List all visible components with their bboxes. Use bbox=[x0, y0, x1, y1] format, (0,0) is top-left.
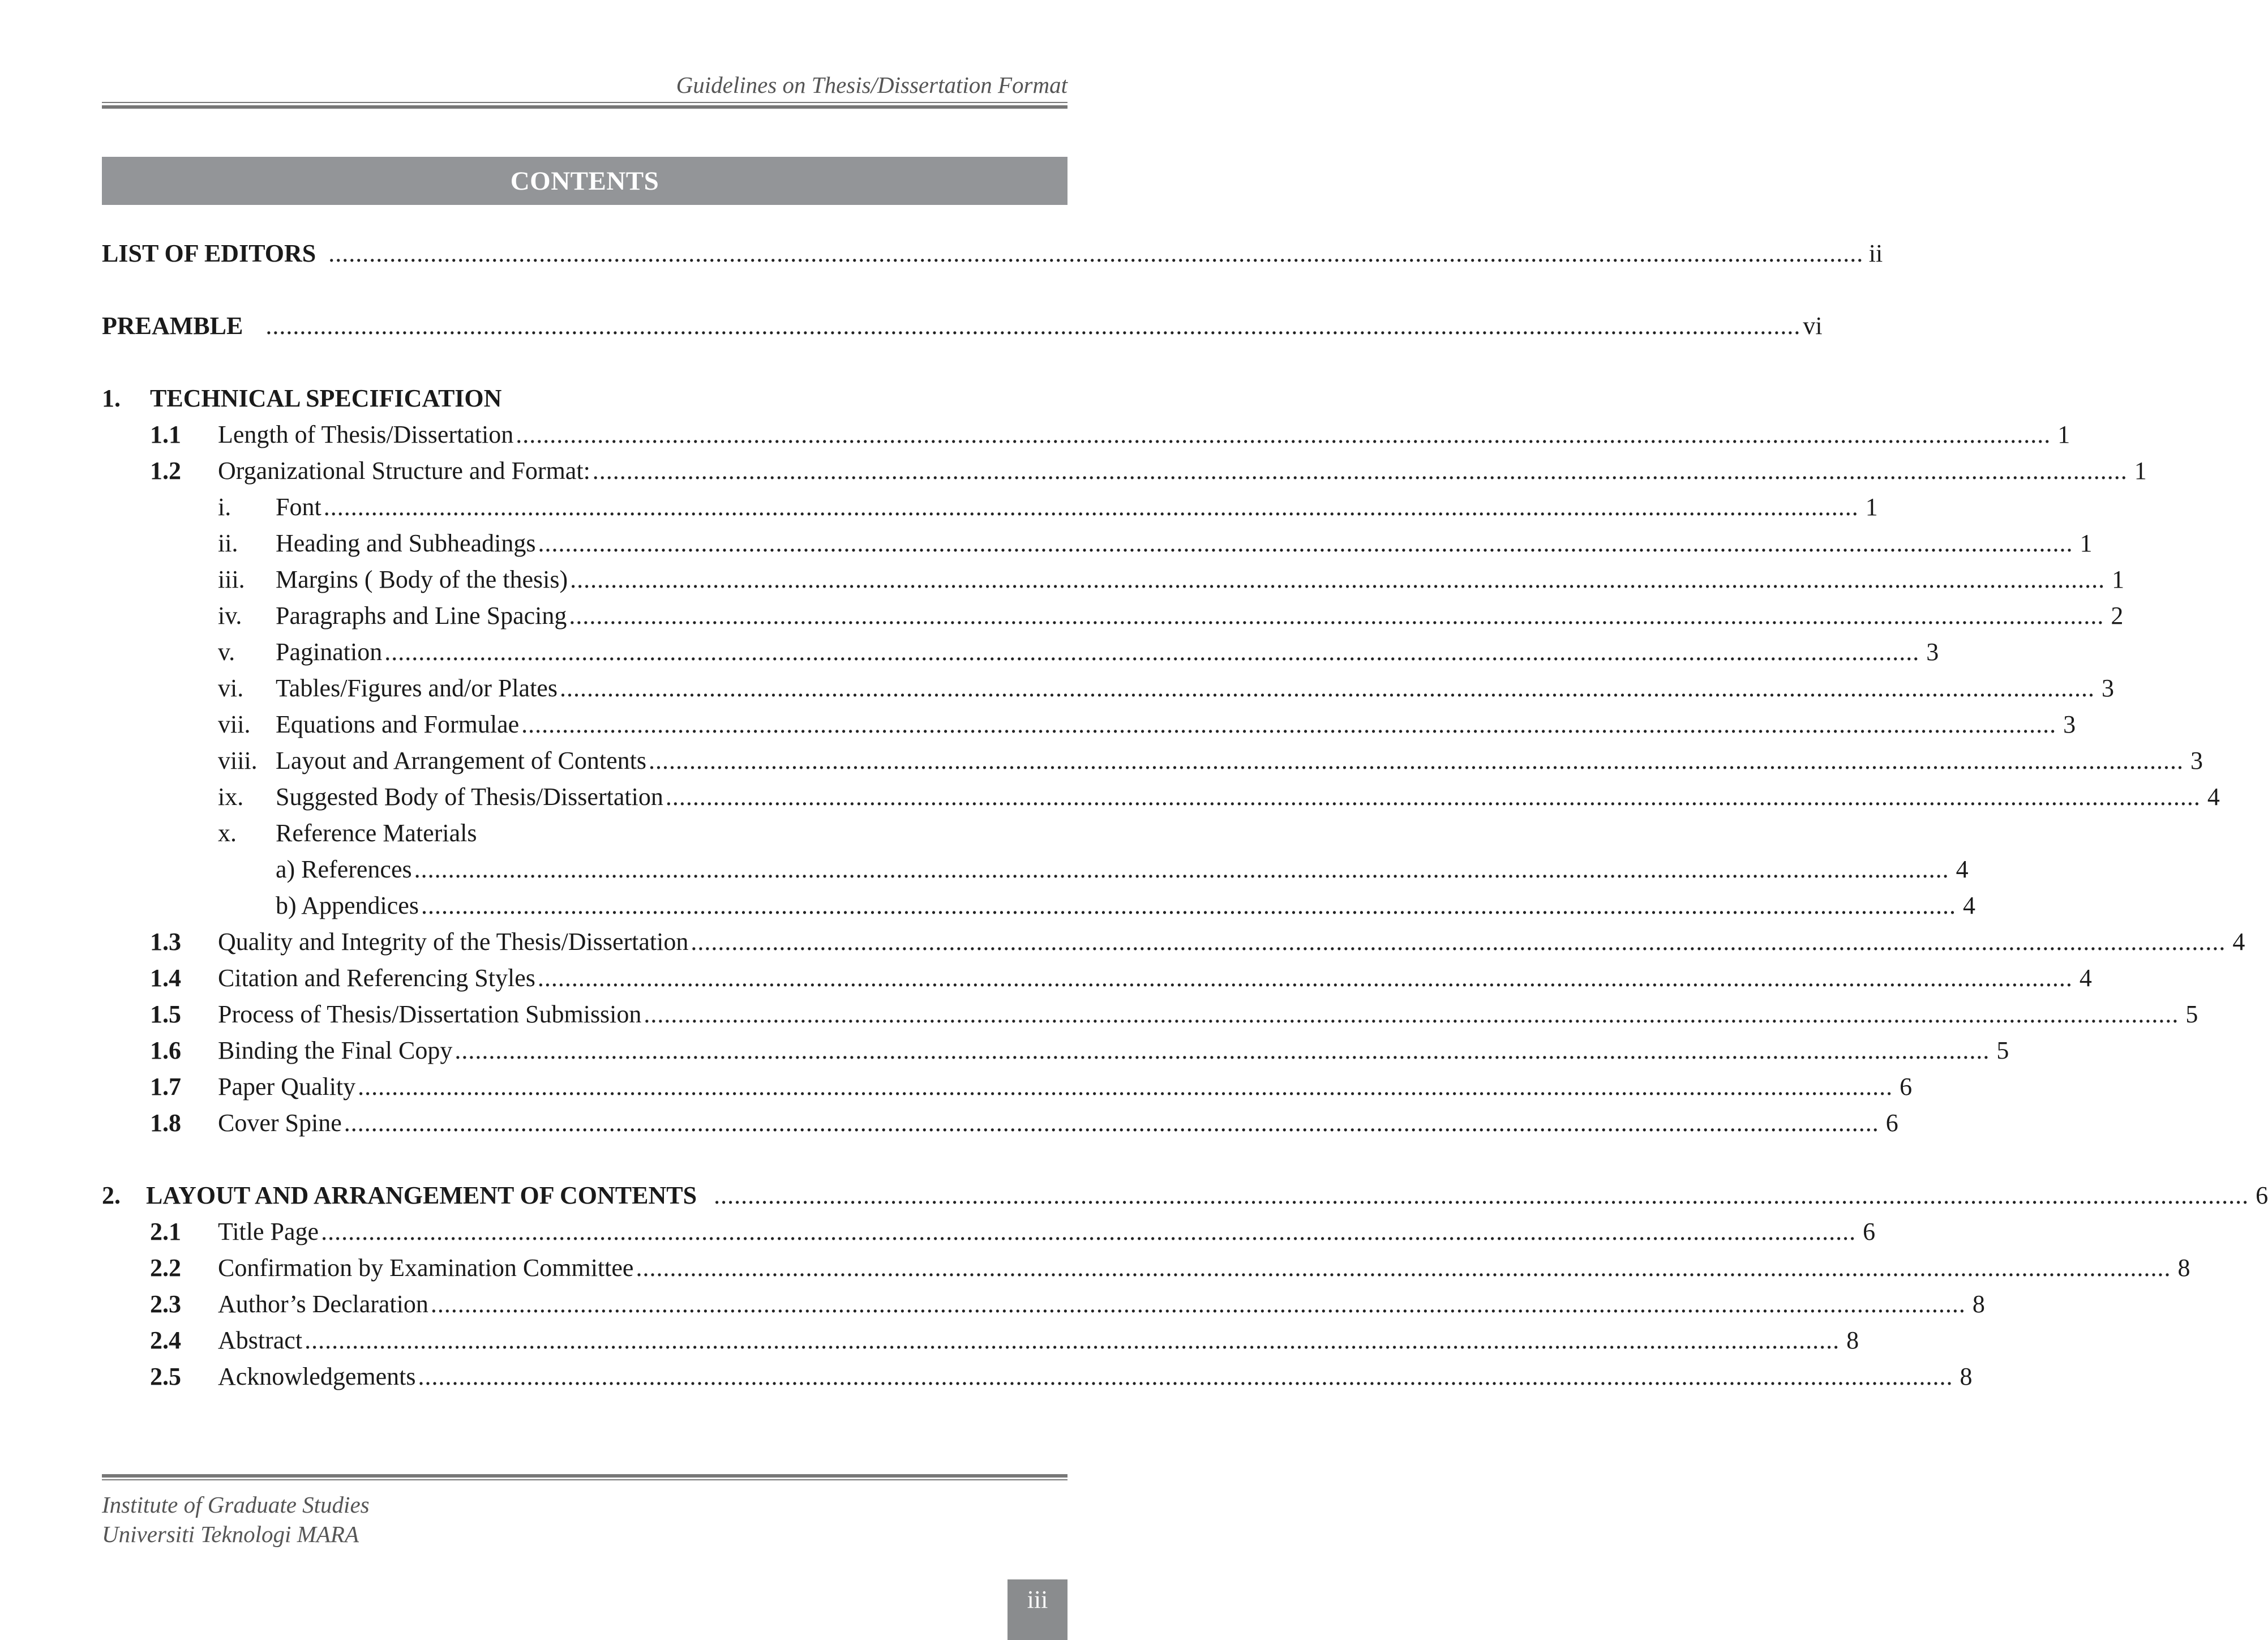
toc-page: vi bbox=[1803, 312, 1823, 340]
toc-leader: .................................................................................................................................................................................................................................. bbox=[636, 1254, 2171, 1282]
toc-number: 2.4 bbox=[150, 1326, 181, 1354]
footer-institution bbox=[102, 1490, 370, 1549]
toc-leader: .................................................................................................................................................................................................................................. bbox=[569, 602, 2104, 630]
toc-title: Pagination bbox=[276, 638, 383, 666]
toc-number: 1.1 bbox=[150, 421, 181, 448]
toc-entry[interactable] bbox=[102, 489, 1878, 525]
toc-entry[interactable] bbox=[102, 815, 1041, 851]
toc-number: x. bbox=[218, 819, 237, 847]
toc-title: Author’s Declaration bbox=[218, 1290, 428, 1318]
toc-title: Confirmation by Examination Committee bbox=[218, 1254, 634, 1282]
toc-leader: .................................................................................................................................................................................................................................. bbox=[358, 1073, 1893, 1101]
toc-number: 1.5 bbox=[150, 1000, 181, 1028]
toc-leader: .................................................................................................................................................................................................................................. bbox=[691, 928, 2226, 956]
toc-page: 6 bbox=[1885, 1109, 1898, 1137]
toc-entry-list-of-editors[interactable] bbox=[102, 235, 1883, 272]
toc-page: 6 bbox=[1863, 1218, 1876, 1245]
toc-section-1-heading[interactable] bbox=[102, 380, 1041, 417]
toc-page: 4 bbox=[1956, 855, 1969, 883]
toc-number: 2.1 bbox=[150, 1218, 181, 1245]
toc-number: 2.3 bbox=[150, 1290, 181, 1318]
toc-leader: .................................................................................................................................................................................................................................. bbox=[516, 421, 2051, 448]
toc-leader: .................................................................................................................................................................................................................................. bbox=[714, 1181, 2249, 1209]
toc-entry[interactable] bbox=[102, 670, 2114, 706]
toc-entry[interactable] bbox=[102, 888, 1975, 924]
toc-page: 5 bbox=[1996, 1037, 2009, 1064]
toc-title: Title Page bbox=[218, 1218, 319, 1245]
toc-page: 6 bbox=[2256, 1181, 2268, 1209]
toc-number: 2. bbox=[102, 1181, 121, 1209]
toc-number: 1.4 bbox=[150, 964, 181, 992]
toc-number: 1.2 bbox=[150, 457, 181, 485]
toc-page: 8 bbox=[1960, 1363, 1973, 1390]
footer-line-university: Universiti Teknologi MARA bbox=[102, 1521, 359, 1547]
toc-leader: .................................................................................................................................................................................................................................. bbox=[559, 674, 2095, 702]
footer-rule-thin bbox=[102, 1479, 1067, 1480]
toc-entry[interactable] bbox=[102, 851, 1969, 888]
toc-number: vii. bbox=[218, 710, 251, 738]
toc-entry[interactable] bbox=[102, 1214, 1876, 1250]
toc-leader: .................................................................................................................................................................................................................................. bbox=[521, 710, 2057, 738]
toc-number: 2.5 bbox=[150, 1363, 181, 1390]
toc-page: 8 bbox=[1972, 1290, 1985, 1318]
toc-page: 5 bbox=[2185, 1000, 2198, 1028]
toc-page: 3 bbox=[2063, 710, 2076, 738]
toc-number: 1.6 bbox=[150, 1037, 181, 1064]
toc-leader: .................................................................................................................................................................................................................................. bbox=[321, 1218, 1857, 1245]
toc-leader: .................................................................................................................................................................................................................................. bbox=[455, 1037, 1990, 1064]
toc-number: 1.7 bbox=[150, 1073, 181, 1101]
table-of-contents bbox=[102, 235, 2268, 1395]
toc-page: 4 bbox=[2207, 783, 2220, 811]
toc-title: Abstract bbox=[218, 1326, 303, 1354]
toc-number: ii. bbox=[218, 529, 238, 557]
toc-page: 1 bbox=[2134, 457, 2147, 485]
toc-number: v. bbox=[218, 638, 235, 666]
toc-page: 1 bbox=[2112, 566, 2125, 593]
toc-leader: .................................................................................................................................................................................................................................. bbox=[537, 964, 2073, 992]
toc-entry[interactable] bbox=[102, 960, 2092, 996]
toc-page: 3 bbox=[2101, 674, 2114, 702]
toc-leader: .................................................................................................................................................................................................................................. bbox=[265, 312, 1801, 340]
toc-leader: .................................................................................................................................................................................................................................. bbox=[538, 529, 2073, 557]
toc-title: Margins ( Body of the thesis) bbox=[276, 566, 568, 593]
toc-title: Equations and Formulae bbox=[276, 710, 520, 738]
toc-title: LIST OF EDITORS bbox=[102, 239, 316, 267]
toc-title: b) Appendices bbox=[276, 892, 419, 919]
page-number-tab: iii bbox=[1007, 1579, 1067, 1640]
header-rule-thin bbox=[102, 102, 1067, 103]
toc-page: 1 bbox=[1865, 493, 1878, 521]
toc-number: iv. bbox=[218, 602, 242, 630]
toc-page: 4 bbox=[2232, 928, 2245, 956]
toc-title: Cover Spine bbox=[218, 1109, 342, 1137]
footer-line-institute: Institute of Graduate Studies bbox=[102, 1492, 370, 1518]
toc-title: LAYOUT AND ARRANGEMENT OF CONTENTS bbox=[146, 1181, 697, 1209]
toc-leader: .................................................................................................................................................................................................................................. bbox=[644, 1000, 2179, 1028]
toc-entry[interactable] bbox=[102, 743, 2203, 779]
contents-heading: CONTENTS bbox=[102, 157, 1067, 205]
toc-title: Layout and Arrangement of Contents bbox=[276, 747, 646, 774]
toc-title: Tables/Figures and/or Plates bbox=[276, 674, 558, 702]
toc-title: Length of Thesis/Dissertation bbox=[218, 421, 514, 448]
toc-number: i. bbox=[218, 493, 231, 521]
toc-number: viii. bbox=[218, 747, 258, 774]
toc-entry[interactable] bbox=[102, 1286, 1985, 1322]
toc-title: Font bbox=[276, 493, 321, 521]
toc-section-2-heading[interactable] bbox=[102, 1177, 2268, 1214]
toc-title: Paper Quality bbox=[218, 1073, 356, 1101]
toc-title: Organizational Structure and Format: bbox=[218, 457, 590, 485]
toc-entry[interactable] bbox=[102, 779, 2220, 815]
toc-number: 2.2 bbox=[150, 1254, 181, 1282]
toc-entry[interactable] bbox=[102, 706, 2076, 743]
toc-leader: .................................................................................................................................................................................................................................. bbox=[430, 1290, 1966, 1318]
toc-entry[interactable] bbox=[102, 996, 2198, 1033]
toc-title: PREAMBLE bbox=[102, 312, 243, 340]
toc-page: 2 bbox=[2111, 602, 2124, 630]
toc-leader: .................................................................................................................................................................................................................................. bbox=[344, 1109, 1879, 1137]
toc-title: Heading and Subheadings bbox=[276, 529, 536, 557]
toc-leader: .................................................................................................................................................................................................................................. bbox=[414, 855, 1949, 883]
toc-number: 1. bbox=[102, 384, 121, 412]
toc-number: ix. bbox=[218, 783, 244, 811]
toc-page: 3 bbox=[1926, 638, 1939, 666]
toc-entry[interactable] bbox=[102, 562, 2125, 598]
toc-title: Citation and Referencing Styles bbox=[218, 964, 535, 992]
toc-leader: .................................................................................................................................................................................................................................. bbox=[570, 566, 2106, 593]
toc-entry[interactable] bbox=[102, 924, 2245, 960]
toc-leader: .................................................................................................................................................................................................................................. bbox=[592, 457, 2128, 485]
toc-title: Quality and Integrity of the Thesis/Dissertation bbox=[218, 928, 689, 956]
toc-title: Reference Materials bbox=[276, 819, 477, 847]
toc-page: 3 bbox=[2190, 747, 2203, 774]
toc-leader: .................................................................................................................................................................................................................................. bbox=[648, 747, 2184, 774]
toc-leader: .................................................................................................................................................................................................................................. bbox=[665, 783, 2201, 811]
toc-entry[interactable] bbox=[102, 1069, 1913, 1105]
toc-page: 6 bbox=[1900, 1073, 1913, 1101]
toc-title: Suggested Body of Thesis/Dissertation bbox=[276, 783, 663, 811]
toc-entry[interactable] bbox=[102, 634, 1939, 670]
toc-number: iii. bbox=[218, 566, 245, 593]
toc-title: Process of Thesis/Dissertation Submission bbox=[218, 1000, 642, 1028]
toc-leader: .................................................................................................................................................................................................................................. bbox=[418, 1363, 1953, 1390]
toc-page: 8 bbox=[2177, 1254, 2190, 1282]
toc-leader: .................................................................................................................................................................................................................................. bbox=[384, 638, 1920, 666]
toc-entry[interactable] bbox=[102, 453, 2147, 489]
toc-number: vi. bbox=[218, 674, 244, 702]
toc-page: 1 bbox=[2057, 421, 2070, 448]
toc-page: 8 bbox=[1846, 1326, 1859, 1354]
toc-title: Acknowledgements bbox=[218, 1363, 416, 1390]
toc-title: a) References bbox=[276, 855, 412, 883]
toc-entry[interactable] bbox=[102, 1105, 1898, 1141]
toc-number: 1.8 bbox=[150, 1109, 181, 1137]
toc-title: Paragraphs and Line Spacing bbox=[276, 602, 567, 630]
toc-page: 1 bbox=[2080, 529, 2093, 557]
toc-page: 4 bbox=[2079, 964, 2092, 992]
toc-entry-preamble[interactable] bbox=[102, 308, 1823, 344]
toc-number: 1.3 bbox=[150, 928, 181, 956]
toc-entry[interactable] bbox=[102, 1359, 1973, 1395]
running-header: Guidelines on Thesis/Dissertation Format bbox=[676, 72, 1067, 98]
toc-title: TECHNICAL SPECIFICATION bbox=[150, 384, 502, 412]
toc-leader: .................................................................................................................................................................................................................................. bbox=[305, 1326, 1840, 1354]
toc-leader: .................................................................................................................................................................................................................................. bbox=[323, 493, 1859, 521]
toc-entry[interactable] bbox=[102, 525, 2093, 562]
header-rule-thick bbox=[102, 105, 1067, 109]
toc-entry[interactable] bbox=[102, 598, 2124, 634]
toc-page: ii bbox=[1868, 239, 1883, 267]
toc-entry[interactable] bbox=[102, 1250, 2190, 1286]
toc-page: 4 bbox=[1962, 892, 1975, 919]
toc-leader: .................................................................................................................................................................................................................................. bbox=[328, 239, 1864, 267]
toc-entry[interactable] bbox=[102, 1322, 1859, 1359]
toc-leader: .................................................................................................................................................................................................................................. bbox=[421, 892, 1956, 919]
toc-entry[interactable] bbox=[102, 417, 2070, 453]
toc-entry[interactable] bbox=[102, 1033, 2009, 1069]
toc-title: Binding the Final Copy bbox=[218, 1037, 453, 1064]
footer-rule-thick bbox=[102, 1474, 1067, 1478]
